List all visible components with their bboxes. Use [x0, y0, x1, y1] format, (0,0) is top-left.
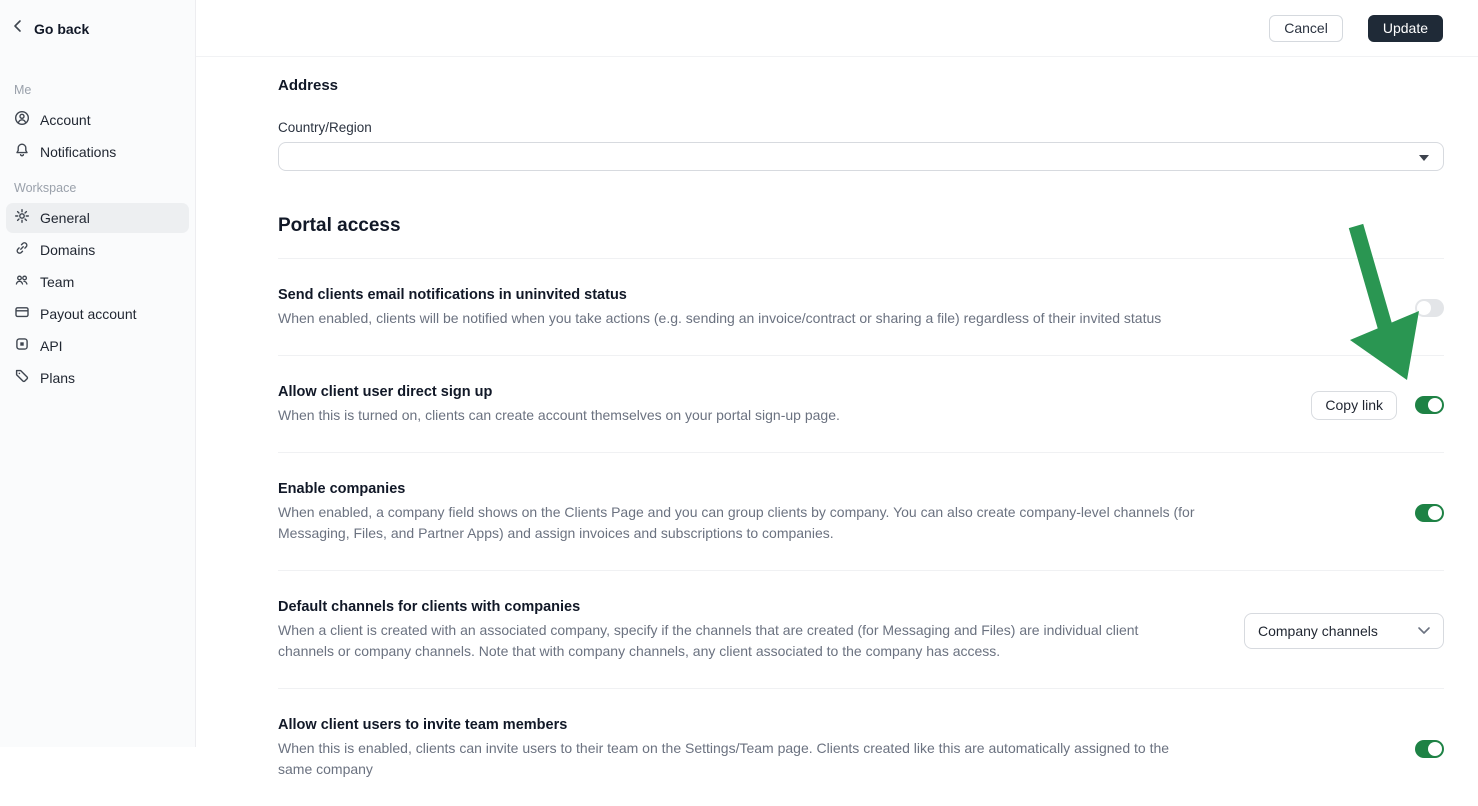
setting-title: Send clients email notifications in uninvited status	[278, 287, 627, 303]
setting-text	[278, 481, 1198, 544]
setting-title: Default channels for clients with companies	[278, 599, 581, 615]
link-icon	[14, 240, 30, 261]
settings-sidebar	[0, 0, 196, 747]
sidebar-item-label: Payout account	[40, 306, 137, 322]
sidebar-item-label: Account	[40, 112, 91, 128]
setting-text	[278, 717, 1198, 780]
sidebar-item-payout-account[interactable]	[6, 299, 189, 329]
go-back-button[interactable]	[2, 14, 195, 43]
api-icon	[14, 336, 30, 357]
setting-description: When this is enabled, clients can invite users to their team on the Settings/Team page. Clients created like this are automatically assigned to the same company	[278, 740, 1170, 777]
settings-content	[196, 57, 1478, 806]
sidebar-item-label: API	[40, 338, 63, 354]
invite-team-members-toggle[interactable]	[1415, 740, 1444, 758]
main-panel	[196, 0, 1478, 777]
setting-description: When a client is created with an associated company, specify if the channels that are created (for Messaging and Files) are individual client channels or company channels. Note that with company channels, any client associated to the company has access.	[278, 622, 1139, 659]
setting-title: Allow client user direct sign up	[278, 384, 493, 400]
go-back-label: Go back	[34, 20, 90, 37]
update-button[interactable]: Update	[1368, 15, 1443, 42]
card-icon	[14, 304, 30, 325]
copy-link-button[interactable]: Copy link	[1311, 391, 1397, 420]
setting-description: When enabled, a company field shows on the Clients Page and you can group clients by company. You can also create company-level channels (for Messaging, Files, and Partner Apps) and assign invoices and subscriptions to companies.	[278, 504, 1195, 541]
sidebar-section-workspace: Workspace	[14, 181, 77, 195]
address-heading: Address	[278, 77, 339, 94]
sidebar-item-general[interactable]	[6, 203, 189, 233]
enable-companies-toggle[interactable]	[1415, 504, 1444, 522]
sidebar-item-label: General	[40, 210, 90, 226]
sidebar-item-label: Domains	[40, 242, 96, 258]
sidebar-item-api[interactable]	[6, 331, 189, 361]
default-channels-value: Company channels	[1258, 622, 1378, 639]
gear-icon	[14, 208, 30, 229]
setting-title: Enable companies	[278, 481, 406, 497]
setting-text	[278, 384, 840, 426]
setting-text	[278, 287, 1161, 329]
default-channels-dropdown[interactable]	[1244, 613, 1444, 649]
sidebar-item-label: Plans	[40, 370, 76, 386]
portal-access-heading: Portal access	[278, 215, 401, 236]
chevron-down-icon	[1418, 622, 1430, 640]
sidebar-item-notifications[interactable]	[6, 137, 189, 167]
setting-description: When enabled, clients will be notified when you take actions (e.g. sending an invoice/contract or sharing a file) regardless of their invited status	[278, 310, 1162, 326]
email-notifications-toggle[interactable]	[1415, 299, 1444, 317]
setting-description: When this is turned on, clients can create account themselves on your portal sign-up page.	[278, 407, 840, 423]
sidebar-section-me: Me	[14, 83, 32, 97]
setting-row-email-notifications	[278, 258, 1444, 355]
sidebar-item-label: Team	[40, 274, 75, 290]
sidebar-item-account[interactable]	[6, 105, 189, 135]
chevron-left-icon	[10, 18, 26, 39]
tag-icon	[14, 368, 30, 389]
cancel-button[interactable]: Cancel	[1269, 15, 1343, 42]
country-region-dropdown[interactable]	[278, 142, 1444, 171]
people-icon	[14, 272, 30, 293]
country-region-label: Country/Region	[278, 120, 372, 135]
bell-icon	[14, 142, 30, 163]
caret-down-icon	[1419, 148, 1429, 166]
person-icon	[14, 110, 30, 131]
action-topbar	[196, 0, 1478, 57]
setting-title: Allow client users to invite team members	[278, 717, 568, 733]
sidebar-item-domains[interactable]	[6, 235, 189, 265]
sidebar-item-label: Notifications	[40, 144, 117, 160]
setting-row-invite-team-members	[278, 688, 1444, 806]
direct-signup-toggle[interactable]	[1415, 396, 1444, 414]
sidebar-item-plans[interactable]	[6, 363, 189, 393]
sidebar-item-team[interactable]	[6, 267, 189, 297]
setting-text	[278, 599, 1198, 662]
setting-row-default-channels	[278, 570, 1444, 688]
setting-row-enable-companies	[278, 452, 1444, 570]
setting-row-direct-signup	[278, 355, 1444, 452]
